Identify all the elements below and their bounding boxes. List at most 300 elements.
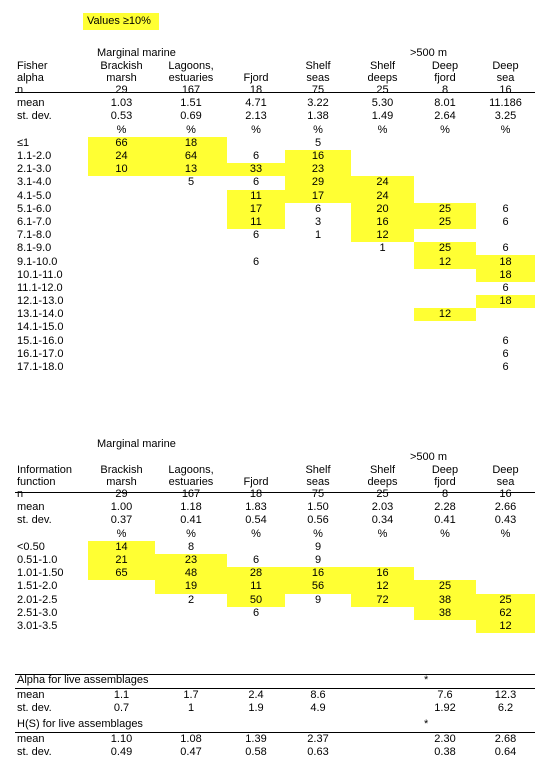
- value-cell: [155, 203, 227, 216]
- live-cell: 0.58: [245, 746, 267, 759]
- value-cell: [155, 321, 227, 334]
- value-cell: 6: [252, 255, 260, 268]
- value-cell: [285, 308, 351, 321]
- value-cell: [285, 242, 351, 255]
- value-cell: 65: [88, 567, 155, 580]
- live-cell: 0.49: [110, 746, 133, 759]
- live-cell: 1: [187, 702, 195, 715]
- live-cell: 1.7: [183, 689, 199, 702]
- table2-column-header-line: estuaries: [168, 476, 214, 488]
- table-row: [15, 229, 535, 242]
- row-label: [15, 124, 88, 137]
- value-cell: [476, 137, 535, 150]
- value-cell: 64: [155, 150, 227, 163]
- row-label: st. dev.: [17, 746, 52, 759]
- table1-column-header-line: Deep: [492, 60, 519, 72]
- stat-cell: 29: [115, 84, 128, 97]
- live-cell: [351, 702, 414, 715]
- table-row: [15, 580, 535, 593]
- value-cell: [88, 269, 155, 282]
- value-cell: [476, 150, 535, 163]
- table-row: [15, 620, 535, 633]
- value-cell: [351, 282, 414, 295]
- value-cell: 20: [351, 203, 414, 216]
- live-cell: 0.63: [307, 746, 329, 759]
- value-cell: [351, 541, 414, 554]
- live-row: [15, 733, 535, 746]
- value-cell: 9: [314, 593, 322, 606]
- value-cell: [476, 554, 535, 567]
- stat-row: [15, 501, 535, 514]
- legend-label: Values ≥10%: [87, 15, 151, 27]
- value-cell: [414, 190, 476, 203]
- value-cell: 24: [88, 150, 155, 163]
- live-cell: 0.47: [180, 746, 202, 759]
- stat-cell: 16: [499, 488, 512, 501]
- stat-cell: 16: [499, 84, 512, 97]
- percent-cell: %: [440, 527, 450, 540]
- value-cell: [285, 620, 351, 633]
- value-cell: 11: [227, 216, 285, 229]
- stat-cell: 4.71: [245, 97, 267, 110]
- stat-cell: 0.34: [371, 514, 394, 527]
- value-cell: [227, 295, 285, 308]
- value-cell: [414, 361, 476, 374]
- value-cell: 16: [285, 567, 351, 580]
- row-label: mean: [17, 733, 45, 746]
- value-cell: [155, 295, 227, 308]
- stat-cell: 1.50: [307, 501, 329, 514]
- stat-cell: 8: [441, 488, 449, 501]
- fisher-alpha-table: [15, 60, 535, 374]
- value-cell: [476, 163, 535, 176]
- value-cell: 17: [285, 190, 351, 203]
- value-cell: [351, 269, 414, 282]
- value-cell: [227, 321, 285, 334]
- value-cell: 18: [476, 295, 535, 308]
- value-cell: 21: [88, 554, 155, 567]
- value-cell: [351, 255, 414, 268]
- table1-column-header-line: seas: [306, 72, 330, 84]
- value-cell: 24: [351, 176, 414, 189]
- value-cell: [285, 335, 351, 348]
- percent-cell: %: [377, 123, 388, 136]
- table2-column-header-line: Shelf: [369, 464, 396, 476]
- value-cell: [476, 567, 535, 580]
- table1-column-header-line: Lagoons,: [168, 60, 214, 72]
- value-cell: [476, 541, 535, 554]
- row-label: 15.1-16.0: [17, 334, 64, 347]
- row-label: 9.1-10.0: [17, 255, 58, 268]
- table-row: [15, 321, 535, 334]
- stat-cell: 0.54: [245, 514, 267, 527]
- value-cell: [414, 176, 476, 189]
- stat-row: [15, 110, 535, 123]
- value-cell: 18: [155, 137, 227, 150]
- stat-cell: 2.13: [245, 110, 267, 123]
- value-cell: [88, 176, 155, 189]
- row-label: 7.1-8.0: [17, 229, 52, 242]
- row-label: 17.1-18.0: [17, 361, 64, 374]
- value-cell: [227, 361, 285, 374]
- value-cell: [414, 150, 476, 163]
- value-cell: [414, 554, 476, 567]
- table1-corner-line2: alpha: [17, 72, 44, 84]
- value-cell: 6: [502, 242, 509, 255]
- value-cell: 23: [285, 163, 351, 176]
- value-cell: [414, 620, 476, 633]
- row-label: 12.1-13.0: [17, 295, 64, 308]
- value-cell: 12: [414, 255, 476, 268]
- stat-cell: 2.66: [494, 501, 517, 514]
- table-row: [15, 335, 535, 348]
- table2-column-header: [476, 464, 535, 488]
- value-cell: 8: [187, 540, 195, 553]
- table2-column-header-line: Deep: [492, 464, 519, 476]
- live-cell: 0.64: [494, 746, 517, 759]
- value-cell: [155, 361, 227, 374]
- table-row: [15, 308, 535, 321]
- value-cell: 9: [314, 554, 322, 567]
- value-cell: [88, 361, 155, 374]
- value-cell: [88, 229, 155, 242]
- table1-column-header-line: Brackish: [100, 60, 143, 72]
- value-cell: [351, 137, 414, 150]
- table1-column-header-line: Deep: [431, 60, 459, 72]
- value-cell: [285, 348, 351, 361]
- table-row: [15, 541, 535, 554]
- value-cell: 6: [252, 150, 260, 163]
- value-cell: 50: [227, 594, 285, 607]
- value-cell: 11: [227, 580, 285, 593]
- value-cell: 6: [502, 334, 509, 347]
- table2-column-header: [414, 464, 476, 488]
- table-row: [15, 163, 535, 176]
- stat-cell: 0.56: [307, 514, 329, 527]
- row-label: mean: [17, 501, 45, 514]
- value-cell: 25: [414, 216, 476, 229]
- table-row: [15, 361, 535, 374]
- row-label: 4.1-5.0: [17, 189, 52, 202]
- live-cell: 7.6: [437, 689, 453, 702]
- value-cell: [227, 348, 285, 361]
- live-hs-marker: *: [424, 718, 429, 730]
- value-cell: [351, 295, 414, 308]
- row-label: n: [17, 84, 24, 97]
- table1-column-header: [414, 60, 476, 84]
- live-row: [15, 746, 535, 759]
- live-cell: 2.30: [434, 733, 456, 746]
- value-cell: 12: [351, 229, 414, 242]
- table2-column-header: [351, 464, 414, 488]
- stat-row: [15, 84, 535, 97]
- value-cell: [414, 229, 476, 242]
- table1-corner-line1: Fisher: [17, 60, 48, 72]
- value-cell: 72: [351, 594, 414, 607]
- table-row: [15, 348, 535, 361]
- live-cell: 1.08: [180, 733, 202, 746]
- live-cell: 2.68: [494, 733, 517, 746]
- percent-cell: %: [313, 123, 323, 136]
- value-cell: 38: [414, 594, 476, 607]
- stat-cell: 0.37: [110, 514, 133, 527]
- row-label: 5.1-6.0: [17, 202, 52, 215]
- value-cell: [476, 308, 535, 321]
- value-cell: [88, 255, 155, 268]
- value-cell: [285, 361, 351, 374]
- stat-cell: 1.49: [371, 110, 394, 123]
- value-cell: [88, 282, 155, 295]
- table-row: [15, 137, 535, 150]
- value-cell: [351, 335, 414, 348]
- stat-cell: 29: [115, 488, 128, 501]
- value-cell: [476, 176, 535, 189]
- value-cell: 18: [476, 255, 535, 268]
- stat-cell: 1.03: [110, 97, 133, 110]
- table-row: [15, 216, 535, 229]
- row-label: 2.01-2.5: [17, 593, 58, 606]
- live-cell: 6.2: [497, 702, 514, 715]
- stat-cell: 25: [376, 488, 389, 501]
- stat-cell: 18: [249, 488, 263, 501]
- value-cell: [285, 321, 351, 334]
- value-cell: [88, 580, 155, 593]
- stat-cell: 18: [249, 84, 263, 97]
- value-cell: [227, 269, 285, 282]
- percent-cell: %: [500, 527, 511, 540]
- stat-cell: 11.186: [489, 97, 522, 110]
- value-cell: [155, 229, 227, 242]
- stat-cell: 5.30: [371, 97, 394, 110]
- value-cell: 6: [502, 347, 509, 360]
- live-cell: 2.4: [248, 689, 264, 702]
- table2-column-header-line: sea: [496, 476, 515, 488]
- stat-cell: 167: [181, 488, 201, 501]
- live-cell: 4.9: [310, 702, 326, 715]
- value-cell: [155, 282, 227, 295]
- row-label: 8.1-9.0: [17, 242, 52, 255]
- value-cell: [227, 541, 285, 554]
- row-label: 6.1-7.0: [17, 215, 52, 228]
- value-cell: [414, 335, 476, 348]
- value-cell: [414, 295, 476, 308]
- percent-row: [15, 124, 535, 137]
- table2-corner-label: [15, 464, 88, 488]
- value-cell: [414, 541, 476, 554]
- table1-column-header-line: fjord: [434, 72, 456, 84]
- value-cell: [285, 607, 351, 620]
- row-label: st. dev.: [17, 702, 52, 715]
- stat-cell: 1.83: [245, 501, 267, 514]
- table2-group-deep: >500 m: [410, 451, 447, 463]
- percent-cell: %: [251, 123, 261, 136]
- value-cell: [155, 335, 227, 348]
- table-row: [15, 607, 535, 620]
- row-label: mean: [17, 97, 45, 110]
- table2-column-header-line: deeps: [367, 476, 398, 488]
- value-cell: [414, 137, 476, 150]
- value-cell: [351, 607, 414, 620]
- table-row: [15, 203, 535, 216]
- live-alpha-table: [15, 689, 535, 715]
- stat-cell: 2.03: [371, 501, 394, 514]
- table1-column-header: [88, 60, 155, 84]
- table2-corner-line1: Information: [17, 464, 73, 476]
- table1-corner-label: [15, 60, 88, 84]
- percent-cell: %: [116, 123, 127, 136]
- table1-group-marginal: Marginal marine: [97, 47, 176, 59]
- live-cell: [351, 689, 414, 702]
- live-cell: 8.6: [310, 689, 326, 702]
- row-label: 3.1-4.0: [17, 176, 52, 189]
- value-cell: [227, 282, 285, 295]
- value-cell: 25: [476, 594, 535, 607]
- value-cell: 25: [414, 580, 476, 593]
- value-cell: 6: [502, 215, 509, 228]
- value-cell: [351, 321, 414, 334]
- table1-column-header: [155, 60, 227, 84]
- live-cell: 0.7: [113, 702, 130, 715]
- stat-cell: 1.00: [110, 501, 133, 514]
- value-cell: 56: [285, 580, 351, 593]
- row-label: 10.1-11.0: [17, 268, 63, 281]
- value-cell: [88, 607, 155, 620]
- value-cell: 2: [187, 593, 195, 606]
- value-cell: [476, 190, 535, 203]
- value-cell: 6: [252, 606, 260, 619]
- table-row: [15, 282, 535, 295]
- value-cell: 33: [227, 163, 285, 176]
- stat-row: [15, 97, 535, 110]
- live-alpha-marker: *: [424, 674, 429, 686]
- live-alpha-title: Alpha for live assemblages: [17, 674, 149, 686]
- value-cell: 6: [252, 229, 260, 242]
- value-cell: [476, 321, 535, 334]
- row-label: st. dev.: [17, 514, 52, 527]
- value-cell: 12: [414, 308, 476, 321]
- table2-column-header: [227, 464, 285, 488]
- value-cell: 3: [314, 215, 322, 228]
- value-cell: [155, 620, 227, 633]
- live-cell: 0.38: [434, 746, 456, 759]
- value-cell: 6: [252, 176, 260, 189]
- value-cell: [285, 282, 351, 295]
- stat-row: [15, 514, 535, 527]
- table1-header-rule: [15, 92, 535, 93]
- percent-cell: %: [377, 527, 388, 540]
- percent-cell: %: [440, 123, 450, 136]
- value-cell: 5: [314, 136, 322, 149]
- stat-cell: 0.43: [494, 514, 517, 527]
- table1-column-header: [285, 60, 351, 84]
- value-cell: 6: [252, 554, 260, 567]
- live-cell: 1.10: [110, 733, 133, 746]
- value-cell: [351, 150, 414, 163]
- value-cell: 5: [187, 176, 195, 189]
- table2-column-header-line: Deep: [431, 464, 459, 476]
- value-cell: 62: [476, 607, 535, 620]
- value-cell: 12: [351, 580, 414, 593]
- row-label: 1.01-1.50: [17, 567, 64, 580]
- table-row: [15, 176, 535, 189]
- value-cell: 38: [414, 607, 476, 620]
- stat-cell: 3.25: [494, 110, 517, 123]
- table1-column-header-line: Shelf: [369, 60, 396, 72]
- value-cell: [414, 282, 476, 295]
- value-cell: [285, 255, 351, 268]
- table2-column-header-line: Shelf: [305, 464, 331, 476]
- value-cell: 12: [476, 620, 535, 633]
- row-label: st. dev.: [17, 110, 52, 123]
- table-row: [15, 594, 535, 607]
- live-row: [15, 702, 535, 715]
- table1-column-header-line: Fjord: [243, 72, 269, 84]
- stat-cell: 1.18: [180, 501, 202, 514]
- value-cell: 66: [88, 137, 155, 150]
- table-row: [15, 255, 535, 268]
- stat-cell: 0.41: [180, 514, 202, 527]
- table1-column-header-line: marsh: [106, 72, 137, 84]
- live-cell: 1.92: [434, 702, 456, 715]
- table2-header-rule: [15, 492, 535, 493]
- table2-column-header: [88, 464, 155, 488]
- table1-column-header: [351, 60, 414, 84]
- percent-cell: %: [251, 527, 261, 540]
- value-cell: [351, 620, 414, 633]
- table2-column-header: [285, 464, 351, 488]
- stat-cell: 2.64: [434, 110, 456, 123]
- value-cell: [88, 203, 155, 216]
- value-cell: [88, 308, 155, 321]
- information-function-table: [15, 464, 535, 633]
- stat-cell: 8: [441, 84, 449, 97]
- value-cell: [351, 348, 414, 361]
- value-cell: [227, 620, 285, 633]
- stat-cell: 1.51: [180, 97, 202, 110]
- live-cell: 2.37: [307, 733, 329, 746]
- table-row: [15, 242, 535, 255]
- value-cell: [351, 361, 414, 374]
- stat-cell: 0.41: [434, 514, 456, 527]
- value-cell: 17: [227, 203, 285, 216]
- row-label: 11.1-12.0: [17, 281, 63, 294]
- table1-group-deep: >500 m: [410, 47, 447, 59]
- live-hs-table: [15, 733, 535, 759]
- value-cell: 6: [502, 281, 509, 294]
- table1-column-header-line: estuaries: [168, 72, 214, 84]
- stat-cell: 2.28: [434, 501, 456, 514]
- live-cell: [351, 733, 414, 746]
- table-row: [15, 269, 535, 282]
- value-cell: [351, 308, 414, 321]
- stat-cell: 0.69: [180, 110, 202, 123]
- value-cell: [88, 321, 155, 334]
- table2-corner-line2: function: [17, 476, 56, 488]
- value-cell: 6: [502, 202, 509, 215]
- table1-column-header: [227, 60, 285, 84]
- row-label: 2.1-3.0: [17, 163, 52, 176]
- table2-column-header-line: Fjord: [243, 476, 269, 488]
- value-cell: 16: [351, 567, 414, 580]
- table-row: [15, 567, 535, 580]
- percent-cell: %: [186, 527, 196, 540]
- value-cell: [414, 567, 476, 580]
- stat-cell: 1.38: [307, 110, 329, 123]
- stat-cell: 25: [376, 84, 389, 97]
- percent-cell: %: [500, 123, 511, 136]
- value-cell: [227, 137, 285, 150]
- value-cell: [88, 335, 155, 348]
